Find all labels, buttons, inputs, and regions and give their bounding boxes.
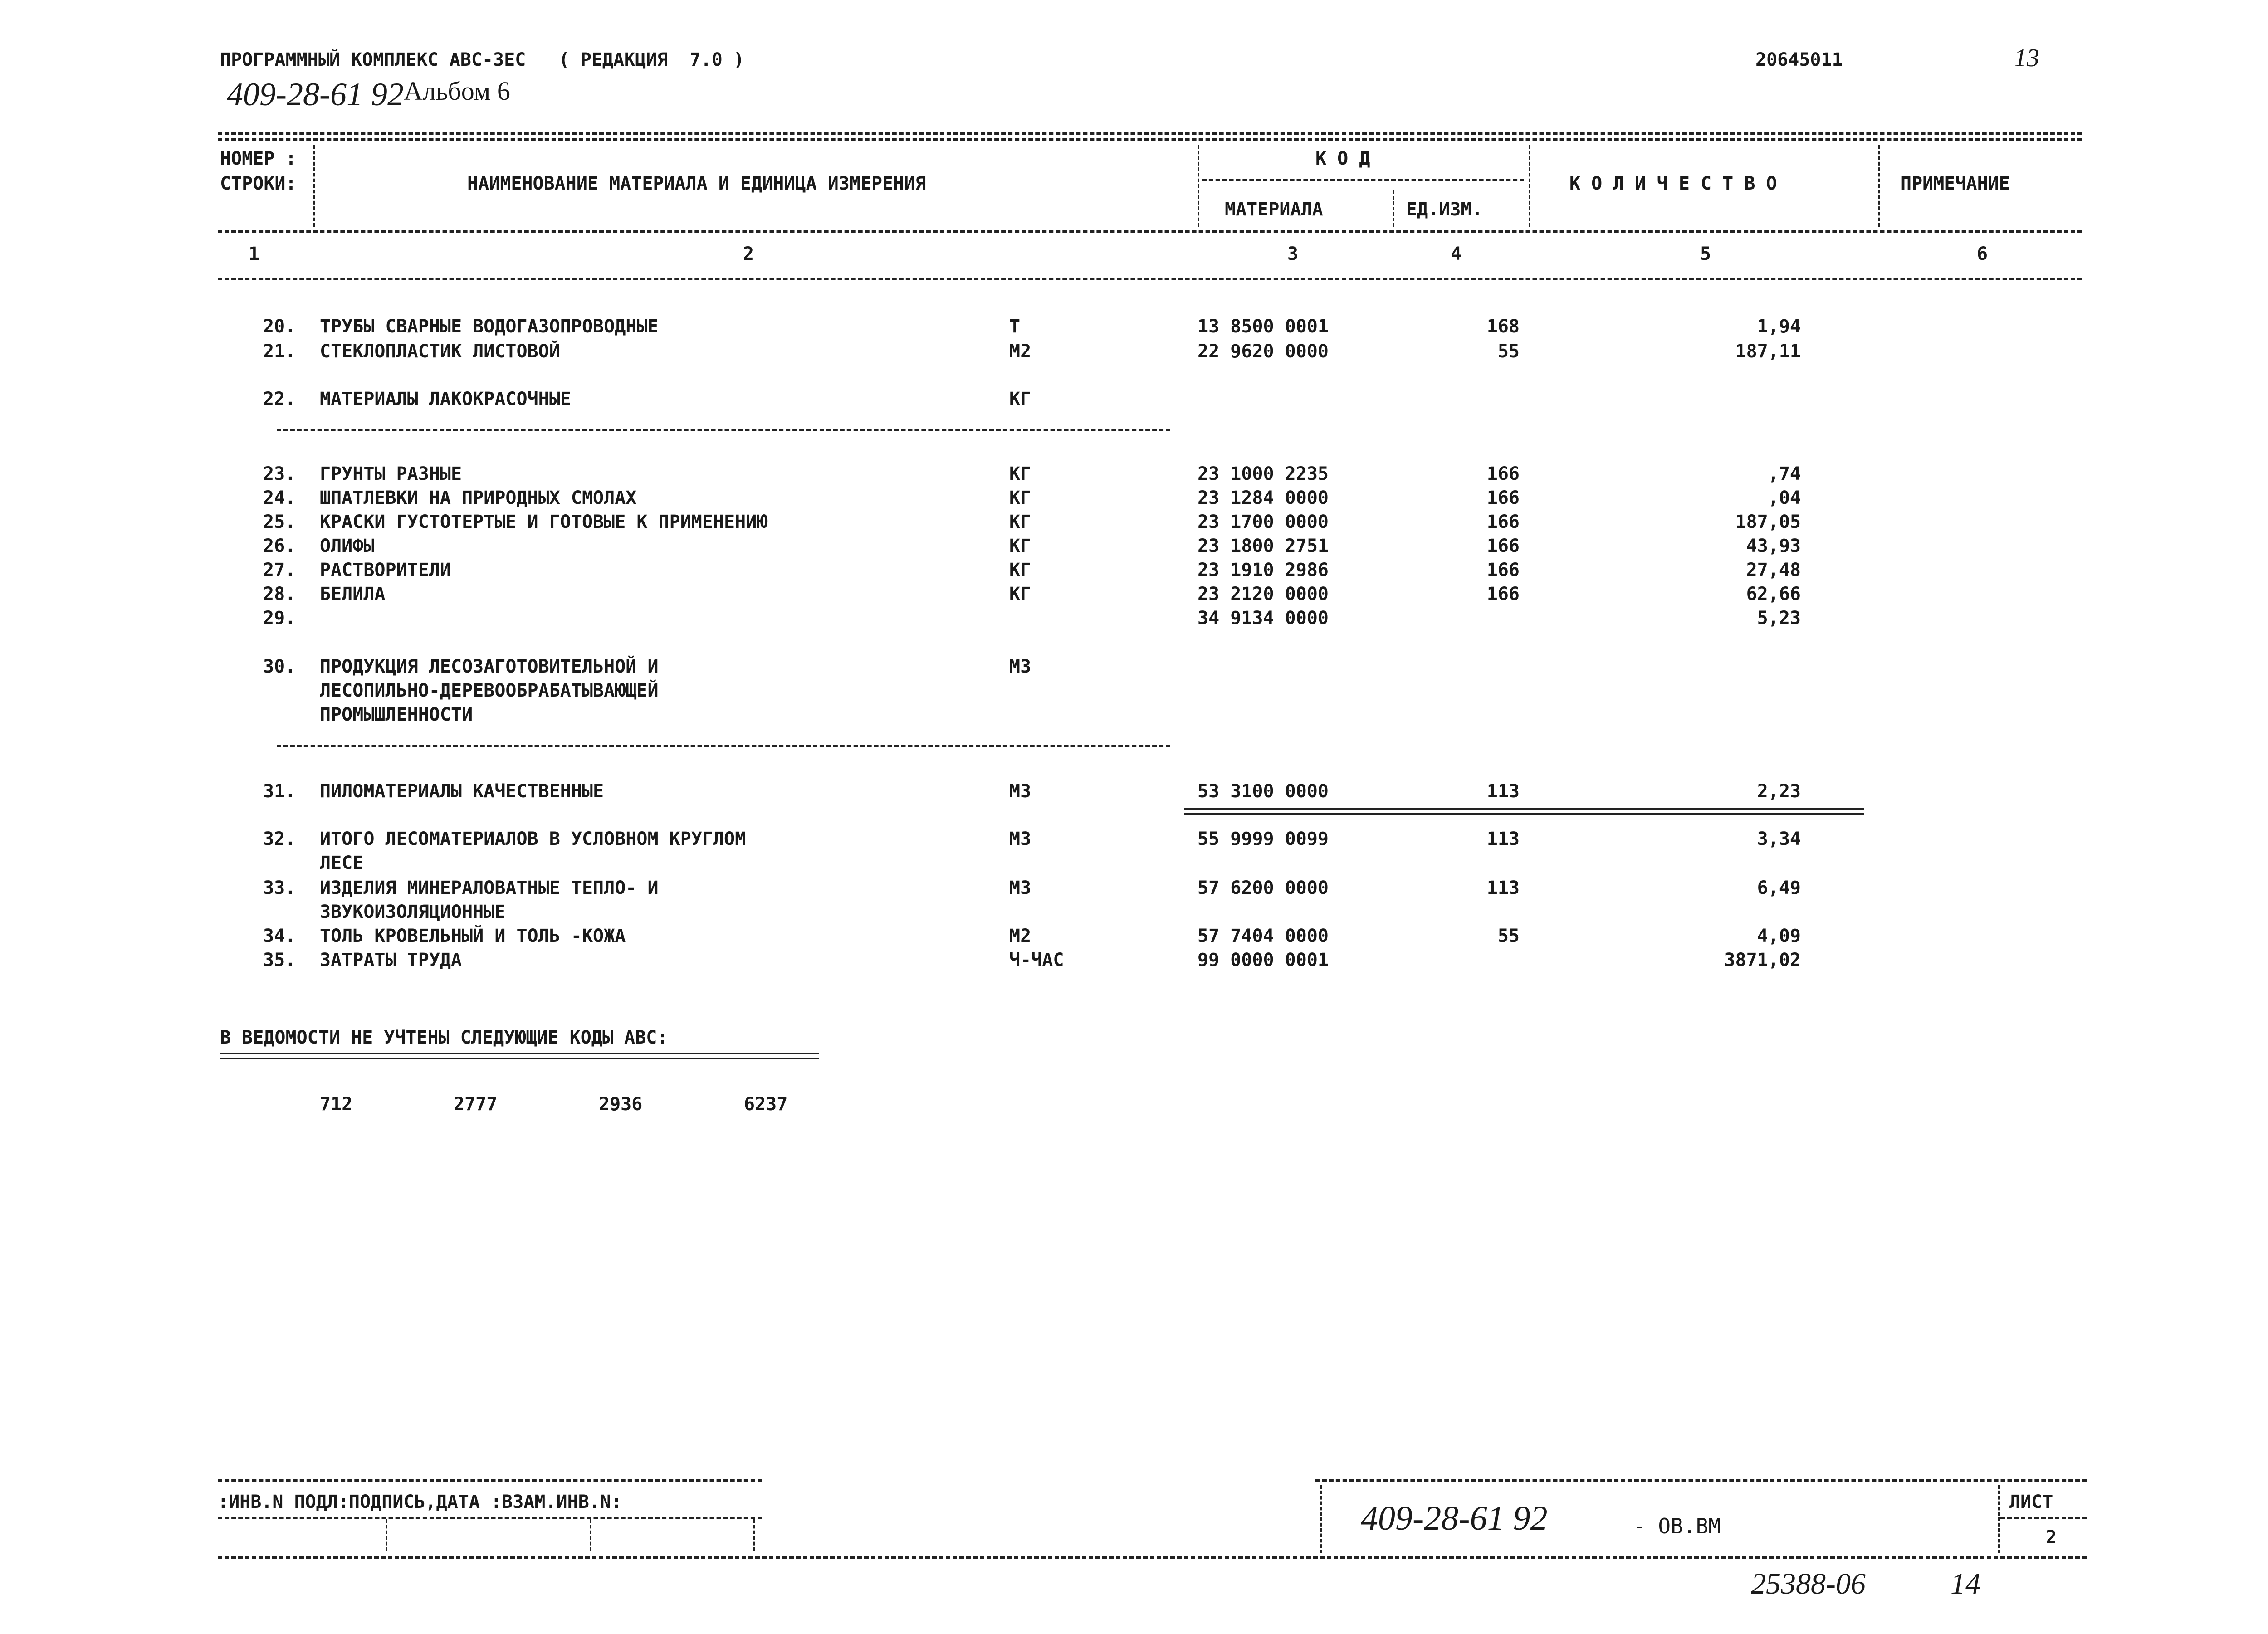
sheet-number: 2 <box>2046 1527 2057 1548</box>
row-unit: Ч-ЧАС <box>1009 950 1064 971</box>
row-code: 57 7404 0000 <box>1198 926 1329 946</box>
row-code: 23 1000 2235 <box>1198 463 1329 484</box>
handwritten-doc-number: 409-28-61 92 <box>227 76 404 112</box>
stamp-labels: :ИНВ.N ПОДЛ:ПОДПИСЬ,ДАТА :ВЗАМ.ИНВ.N: <box>218 1492 622 1512</box>
title-block-sep <box>1998 1485 2000 1553</box>
row-unit-code: 166 <box>1486 584 1520 605</box>
stamp-sep <box>590 1519 591 1551</box>
row-no: 27. <box>263 560 296 580</box>
row-name: ГРУНТЫ РАЗНЫЕ <box>320 463 462 484</box>
header-top-rule-2 <box>218 138 2082 141</box>
row-unit: КГ <box>1009 536 1031 556</box>
row-unit: Т <box>1009 316 1021 337</box>
row-code: 99 0000 0001 <box>1198 950 1329 971</box>
group-underline <box>277 429 1170 431</box>
col-number-4: 4 <box>1450 244 1462 264</box>
col-sep-4 <box>1529 145 1530 227</box>
row-code: 53 3100 0000 <box>1198 781 1329 802</box>
row-unit-code: 166 <box>1486 463 1520 484</box>
row-name: СТЕКЛОПЛАСТИК ЛИСТОВОЙ <box>320 341 560 362</box>
row-no: 25. <box>263 512 296 532</box>
row-no: 21. <box>263 341 296 362</box>
row-quantity: 2,23 <box>1757 781 1801 802</box>
row-quantity: 187,05 <box>1735 512 1801 532</box>
handwritten-doc-number: 409-28-61 92 <box>1361 1499 1548 1537</box>
archive-number: 25388-06 <box>1751 1567 1866 1600</box>
name-column-header: НАИМЕНОВАНИЕ МАТЕРИАЛА И ЕДИНИЦА ИЗМЕРЕНИЯ <box>467 173 926 194</box>
col-number-5: 5 <box>1700 244 1711 264</box>
row-name: МАТЕРИАЛЫ ЛАКОКРАСОЧНЫЕ <box>320 389 571 410</box>
row-name: РАСТВОРИТЕЛИ <box>320 560 451 580</box>
sheet-rule <box>2000 1517 2087 1519</box>
header-bottom-rule <box>218 278 2082 280</box>
col-number-6: 6 <box>1976 244 1988 264</box>
row-no: 32. <box>263 829 296 849</box>
col-number-2: 2 <box>743 244 754 264</box>
row-name: ТОЛЬ КРОВЕЛЬНЫЙ И ТОЛЬ -КОЖА <box>320 926 626 946</box>
row-quantity: 27,48 <box>1746 560 1801 580</box>
col-sep-3 <box>1393 190 1394 227</box>
sheet-label: ЛИСТ <box>2009 1492 2053 1512</box>
row-code: 13 8500 0001 <box>1198 316 1329 337</box>
row-no: 28. <box>263 584 296 605</box>
row-unit-code: 166 <box>1486 488 1520 508</box>
row-name: ШПАТЛЕВКИ НА ПРИРОДНЫХ СМОЛАХ <box>320 488 637 508</box>
col-number-1: 1 <box>248 244 260 264</box>
row-quantity: 43,93 <box>1746 536 1801 556</box>
row-unit: М3 <box>1009 829 1031 849</box>
row-unit: КГ <box>1009 463 1031 484</box>
row-unit-code: 55 <box>1497 926 1520 946</box>
row-code: 23 1910 2986 <box>1198 560 1329 580</box>
album-label: Альбом 6 <box>404 76 510 106</box>
row-unit: КГ <box>1009 560 1031 580</box>
row-no: 33. <box>263 878 296 898</box>
row-quantity: 187,11 <box>1735 341 1801 362</box>
row-unit: М2 <box>1009 341 1031 362</box>
row-no: 34. <box>263 926 296 946</box>
row-code: 23 1284 0000 <box>1198 488 1329 508</box>
row-quantity: 4,09 <box>1757 926 1801 946</box>
row-name: ОЛИФЫ <box>320 536 375 556</box>
row-name: БЕЛИЛА <box>320 584 386 605</box>
stamp-sep <box>386 1519 387 1551</box>
stamp-top-rule <box>218 1479 762 1482</box>
row-code: 23 2120 0000 <box>1198 584 1329 605</box>
row-code: 22 9620 0000 <box>1198 341 1329 362</box>
col-number-3: 3 <box>1287 244 1299 264</box>
row-unit-code: 113 <box>1486 878 1520 898</box>
row-code: 55 9999 0099 <box>1198 829 1329 849</box>
row-unit-code: 166 <box>1486 560 1520 580</box>
row-code: 57 6200 0000 <box>1198 878 1329 898</box>
col-sep-1 <box>313 145 315 227</box>
row-quantity: 3,34 <box>1757 829 1801 849</box>
unaccounted-underline <box>220 1053 819 1059</box>
code-material-header: МАТЕРИАЛА <box>1225 199 1323 220</box>
code-group-header: К О Д <box>1315 148 1370 169</box>
row-no: 35. <box>263 950 296 971</box>
row-no: 20. <box>263 316 296 337</box>
row-code: 23 1700 0000 <box>1198 512 1329 532</box>
program-title: ПРОГРАММНЫЙ КОМПЛЕКС АВС-3ЕС ( РЕДАКЦИЯ 7.0 ) <box>220 49 744 70</box>
row-unit: М3 <box>1009 656 1031 677</box>
row-unit-code: 113 <box>1486 781 1520 802</box>
row-quantity: 5,23 <box>1757 608 1801 629</box>
note-header: ПРИМЕЧАНИЕ <box>1901 173 2010 194</box>
row-no: 29. <box>263 608 296 629</box>
stamp-sep <box>753 1519 755 1551</box>
header-top-rule <box>218 132 2082 135</box>
row-name: ИТОГО ЛЕСОМАТЕРИАЛОВ В УСЛОВНОМ КРУГЛОМ <box>320 829 746 849</box>
row-quantity: 62,66 <box>1746 584 1801 605</box>
row-code: 23 1800 2751 <box>1198 536 1329 556</box>
code-unit-header: ЕД.ИЗМ. <box>1406 199 1483 220</box>
row-unit-code: 166 <box>1486 512 1520 532</box>
row-unit: КГ <box>1009 389 1031 410</box>
row-name: ТРУБЫ СВАРНЫЕ ВОДОГАЗОПРОВОДНЫЕ <box>320 316 659 337</box>
row-no: 24. <box>263 488 296 508</box>
row-unit: КГ <box>1009 584 1031 605</box>
row-no: 30. <box>263 656 296 677</box>
document-code: 20645011 <box>1755 49 1843 70</box>
doc-suffix: - ОВ.ВМ <box>1633 1514 1721 1538</box>
row-no: 26. <box>263 536 296 556</box>
row-no: 22. <box>263 389 296 410</box>
row-no-header-2: СТРОКИ: <box>220 173 297 194</box>
row-name-line-2: ЛЕСОПИЛЬНО-ДЕРЕВООБРАБАТЫВАЮЩЕЙ <box>320 680 659 701</box>
unaccounted-code: 2777 <box>454 1094 498 1115</box>
row-unit: КГ <box>1009 512 1031 532</box>
row-quantity: 3871,02 <box>1724 950 1801 971</box>
archive-page: 14 <box>1950 1567 1980 1600</box>
row-unit-code: 166 <box>1486 536 1520 556</box>
row-no: 31. <box>263 781 296 802</box>
row-no: 23. <box>263 463 296 484</box>
row-code: 34 9134 0000 <box>1198 608 1329 629</box>
unaccounted-code: 6237 <box>744 1094 788 1115</box>
row-name: ПИЛОМАТЕРИАЛЫ КАЧЕСТВЕННЫЕ <box>320 781 604 802</box>
row-unit-code: 168 <box>1486 316 1520 337</box>
title-block-sep <box>1320 1485 1322 1553</box>
row-unit: КГ <box>1009 488 1031 508</box>
row-name: КРАСКИ ГУСТОТЕРТЫЕ И ГОТОВЫЕ К ПРИМЕНЕНИЮ <box>320 512 768 532</box>
row-quantity: 6,49 <box>1757 878 1801 898</box>
row-name-line-2: ЗВУКОИЗОЛЯЦИОННЫЕ <box>320 902 506 922</box>
stamp-mid-rule <box>218 1517 762 1519</box>
row-name: ЗАТРАТЫ ТРУДА <box>320 950 462 971</box>
row-unit: М3 <box>1009 878 1031 898</box>
unaccounted-code: 2936 <box>599 1094 643 1115</box>
header-mid-rule <box>218 230 2082 233</box>
group-underline <box>277 745 1170 747</box>
row-quantity: ,74 <box>1768 463 1801 484</box>
row-quantity: 1,94 <box>1757 316 1801 337</box>
row-unit-code: 113 <box>1486 829 1520 849</box>
title-block-top-rule <box>1315 1479 2087 1482</box>
unaccounted-code: 712 <box>320 1094 353 1115</box>
row-name: ИЗДЕЛИЯ МИНЕРАЛОВАТНЫЕ ТЕПЛО- И <box>320 878 659 898</box>
unaccounted-title: В ВЕДОМОСТИ НЕ УЧТЕНЫ СЛЕДУЮЩИЕ КОДЫ АВС: <box>220 1027 668 1048</box>
row-unit-code: 55 <box>1497 341 1520 362</box>
code-group-rule <box>1202 179 1524 181</box>
row-name-line-3: ПРОМЫШЛЕННОСТИ <box>320 704 473 725</box>
row-unit: М3 <box>1009 781 1031 802</box>
row-no-header: НОМЕР : <box>220 148 297 169</box>
footer-bottom-rule <box>218 1556 2087 1559</box>
page-mark: 13 <box>2014 44 2039 72</box>
col-sep-5 <box>1878 145 1880 227</box>
row-name-line-2: ЛЕСЕ <box>320 853 364 873</box>
col-sep-2 <box>1198 145 1199 227</box>
row-quantity: ,04 <box>1768 488 1801 508</box>
quantity-header: К О Л И Ч Е С Т В О <box>1569 173 1777 194</box>
total-separator <box>1184 808 1864 815</box>
row-unit: М2 <box>1009 926 1031 946</box>
row-name: ПРОДУКЦИЯ ЛЕСОЗАГОТОВИТЕЛЬНОЙ И <box>320 656 659 677</box>
